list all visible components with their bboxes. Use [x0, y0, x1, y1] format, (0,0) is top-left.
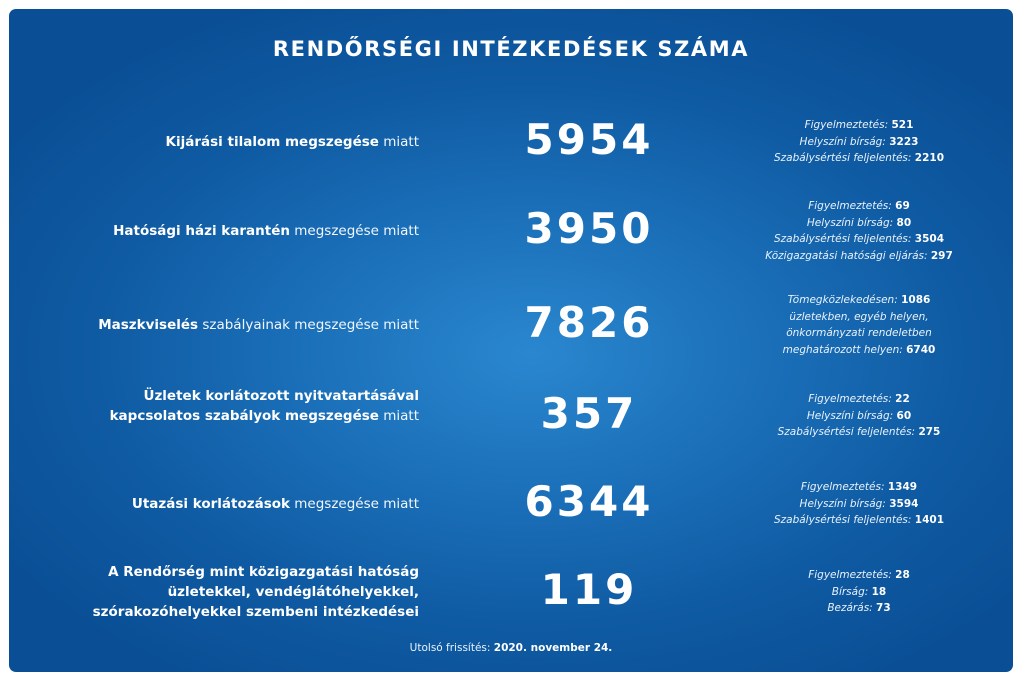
- breakdown-line: [749, 292, 969, 309]
- stat-count: 119: [540, 565, 638, 614]
- stat-label-text: miatt: [378, 134, 419, 150]
- breakdown-value: 18: [871, 585, 887, 598]
- stat-breakdown: [749, 391, 969, 441]
- stat-label-text: miatt: [378, 408, 419, 424]
- stat-count: 7826: [524, 298, 654, 347]
- stat-label-emphasis: Maszkviselés: [98, 317, 199, 333]
- breakdown-line: [749, 424, 969, 441]
- breakdown-line: [749, 600, 969, 617]
- breakdown-line: [749, 584, 969, 601]
- breakdown-value: 1086: [901, 294, 931, 306]
- breakdown-key: Szabálysértési feljelentés:: [773, 233, 912, 245]
- last-updated-date: 2020. november 24.: [493, 642, 613, 654]
- stat-label: [49, 221, 419, 241]
- stat-breakdown: [749, 117, 969, 167]
- breakdown-key: Szabálysértési feljelentés:: [777, 426, 916, 439]
- breakdown-key: Figyelmeztetés:: [808, 393, 892, 406]
- breakdown-line: [749, 215, 969, 232]
- stat-label-text: megszegése miatt: [289, 223, 419, 239]
- stat-count: 6344: [524, 477, 654, 526]
- breakdown-line: [749, 342, 969, 359]
- stat-label: [49, 562, 419, 622]
- breakdown-value: 80: [896, 216, 912, 229]
- stat-count: 3950: [524, 204, 654, 253]
- breakdown-key: üzletekben, egyéb helyen,: [789, 310, 929, 323]
- breakdown-line: [749, 325, 969, 342]
- breakdown-key: meghatározott helyen:: [782, 343, 903, 356]
- breakdown-value: 1401: [914, 514, 945, 527]
- page-title: RENDŐRSÉGI INTÉZKEDÉSEK SZÁMA: [272, 37, 750, 61]
- stat-label: [49, 386, 419, 426]
- breakdown-line: [749, 408, 969, 425]
- stat-breakdown: [749, 292, 969, 358]
- breakdown-value: 297: [930, 249, 953, 262]
- breakdown-key: Helyszíni bírság:: [799, 497, 886, 510]
- breakdown-key: Helyszíni bírság:: [806, 409, 894, 422]
- breakdown-line: [749, 567, 969, 584]
- breakdown-value: 69: [895, 200, 910, 212]
- breakdown-value: 521: [891, 119, 914, 132]
- breakdown-value: 3223: [889, 135, 919, 148]
- stat-label-text: megszegése miatt: [289, 496, 419, 512]
- breakdown-value: 275: [918, 426, 941, 439]
- breakdown-value: 28: [895, 569, 910, 582]
- stat-breakdown: [749, 479, 969, 529]
- last-updated-label: Utolsó frissítés:: [409, 642, 491, 654]
- breakdown-line: [749, 391, 969, 408]
- breakdown-value: 60: [896, 409, 912, 422]
- breakdown-key: Figyelmeztetés:: [808, 569, 892, 582]
- breakdown-value: 2210: [914, 152, 945, 165]
- breakdown-value: 6740: [906, 343, 936, 356]
- breakdown-line: [749, 231, 969, 248]
- breakdown-value: 73: [876, 602, 891, 615]
- stat-count: 5954: [524, 115, 654, 164]
- stat-label-emphasis: Üzletek korlátozott nyitvatartásával kapcsolatos szabályok megszegése: [109, 388, 419, 424]
- stats-panel: [9, 9, 1013, 672]
- breakdown-key: önkormányzati rendeletben: [786, 327, 932, 339]
- breakdown-line: [749, 150, 969, 167]
- stat-label-emphasis: A Rendőrség mint közigazgatási hatóság üzletekkel, vendéglátóhelyekkel, szórakozóhelyekkel szembeni intézkedései: [92, 564, 419, 620]
- stat-count: 357: [540, 389, 638, 438]
- breakdown-key: Szabálysértési feljelentés:: [773, 514, 912, 527]
- breakdown-key: Figyelmeztetés:: [804, 119, 889, 132]
- breakdown-line: [749, 248, 969, 265]
- breakdown-value: 3504: [914, 233, 945, 245]
- breakdown-line: [749, 512, 969, 529]
- breakdown-key: Helyszíni bírság:: [799, 135, 886, 148]
- stat-label-text: szabályainak megszegése miatt: [198, 317, 419, 333]
- breakdown-line: [749, 134, 969, 151]
- breakdown-key: Szabálysértési feljelentés:: [773, 152, 912, 165]
- stat-label: [49, 315, 419, 335]
- breakdown-value: 22: [895, 393, 910, 406]
- breakdown-line: [749, 309, 969, 326]
- stat-breakdown: [749, 567, 969, 617]
- stat-label-emphasis: Hatósági házi karantén: [113, 223, 290, 239]
- breakdown-key: Bezárás:: [827, 602, 873, 615]
- stat-label-emphasis: Kijárási tilalom megszegése: [165, 134, 379, 150]
- stat-breakdown: [749, 198, 969, 264]
- breakdown-value: 1349: [887, 481, 918, 494]
- breakdown-key: Közigazgatási hatósági eljárás:: [765, 249, 928, 262]
- breakdown-key: Bírság:: [831, 585, 869, 598]
- breakdown-key: Helyszíni bírság:: [806, 216, 894, 229]
- breakdown-line: [749, 198, 969, 215]
- stat-label-emphasis: Utazási korlátozások: [131, 496, 290, 512]
- breakdown-key: Figyelmeztetés:: [800, 481, 885, 494]
- breakdown-key: Figyelmeztetés:: [808, 200, 892, 212]
- breakdown-value: 3594: [889, 497, 919, 510]
- breakdown-line: [749, 117, 969, 134]
- breakdown-line: [749, 479, 969, 496]
- breakdown-key: Tömegközlekedésen:: [787, 294, 898, 306]
- stat-label: [49, 132, 419, 152]
- last-updated: [9, 642, 1013, 654]
- stat-label: [49, 494, 419, 514]
- breakdown-line: [749, 496, 969, 513]
